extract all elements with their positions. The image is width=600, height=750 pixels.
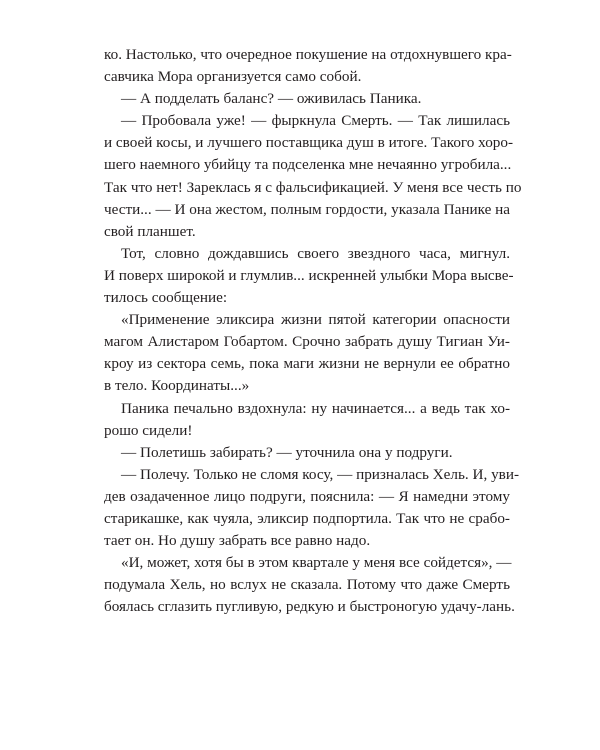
text-line: рошо сидели! xyxy=(104,421,193,439)
text-line: шего наемного убийцу та подселенка мне нечаянно угробила... xyxy=(104,156,512,174)
paragraph xyxy=(104,464,520,552)
text-line: И поверх широкой и глумлив... искренней улыбки Мора высве- xyxy=(104,266,514,284)
text-line: Паника печально вздохнула: ну начинается... а ведь так хо- xyxy=(121,399,510,417)
text-line: савчика Мора организуется само собой. xyxy=(104,68,362,86)
text-line: боялась сглазить пугливую, редкую и быстроногую удачу-лань. xyxy=(104,598,515,616)
text-line: «И, может, хотя бы в этом квартале у меня все сойдется», — xyxy=(121,554,512,572)
text-line: чести... — И она жестом, полным гордости, указала Панике на xyxy=(104,200,510,218)
text-line: в тело. Координаты...» xyxy=(104,377,250,395)
text-line: — Полечу. Только не сломя косу, — призналась Хель. И, уви- xyxy=(121,465,520,483)
text-line: и своей косы, и лучшего поставщика душ в итоге. Такого хоро- xyxy=(104,134,514,152)
paragraph xyxy=(104,552,515,618)
text-line: — А подделать баланс? — оживилась Паника. xyxy=(121,90,422,108)
paragraph xyxy=(104,243,514,309)
paragraph xyxy=(104,398,510,442)
paragraph xyxy=(104,442,510,464)
text-line: «Применение эликсира жизни пятой категории опасности xyxy=(121,311,510,329)
text-line: ко. Настолько, что очередное покушение на отдохнувшего кра- xyxy=(104,46,512,63)
text-line: дев озадаченное лицо подруги, пояснила: — Я намедни этому xyxy=(104,487,510,505)
text-line: тилось сообщение: xyxy=(104,289,228,307)
paragraph xyxy=(104,309,510,397)
text-line: свой планшет. xyxy=(104,222,196,240)
text-line: — Пробовала уже! — фыркнула Смерть. — Так лишилась xyxy=(121,112,510,130)
text-line: старикашке, как чуяла, эликсир подпортила. Так что не срабо- xyxy=(104,509,510,527)
text-line: кроу из сектора семь, пока маги жизни не вернули ее обратно xyxy=(104,355,510,373)
paragraph xyxy=(104,44,510,88)
text-line: — Полетишь забирать? — уточнила она у подруги. xyxy=(121,443,453,461)
text-line: магом Алистаром Гобартом. Срочно забрать душу Тигиан Уи- xyxy=(104,333,510,351)
text-line: тает он. Но душу забрать все равно надо. xyxy=(104,532,371,550)
paragraph xyxy=(104,110,522,243)
page-body-text xyxy=(104,44,522,618)
text-line: Так что нет! Зареклась я с фальсификацией. У меня все честь по xyxy=(104,178,522,196)
paragraph xyxy=(104,88,510,110)
text-line: подумала Хель, но вслух не сказала. Потому что даже Смерть xyxy=(104,576,510,594)
text-line: Тот, словно дождавшись своего звездного часа, мигнул. xyxy=(121,244,510,262)
